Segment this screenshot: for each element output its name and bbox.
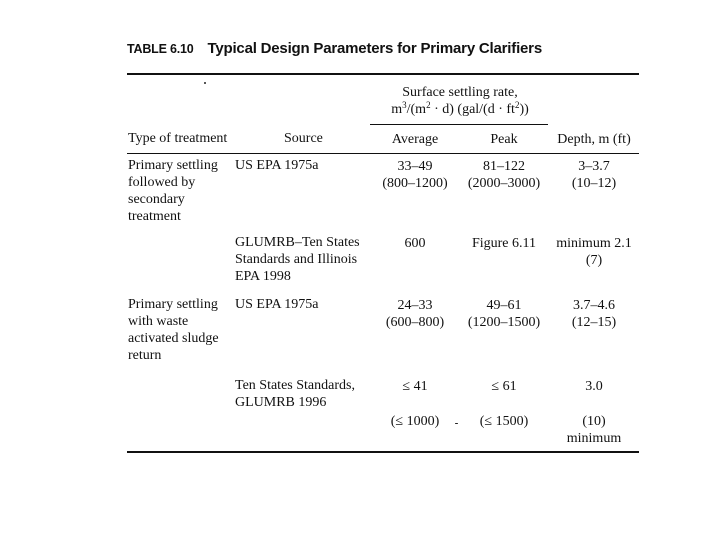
row-4-depth-si: 3.0 (585, 379, 603, 394)
row-1-average (370, 158, 460, 192)
row-1-peak-si: 81–122 (483, 159, 525, 174)
row-2-source-line3: EPA 1998 (235, 269, 291, 284)
bottom-rule (127, 451, 639, 453)
header-average: Average (391, 132, 439, 147)
unit-exp-3: 3 (402, 100, 407, 110)
row-3-average (370, 297, 460, 331)
table-title: Typical Design Parameters for Primary Clarifiers (207, 40, 542, 57)
unit-exp-2b: 2 (514, 100, 520, 110)
row-3-depth (550, 297, 638, 331)
row-4-average-si: ≤ 41 (402, 379, 428, 394)
row-3-peak (462, 297, 546, 331)
row-3-average-us: (600–800) (385, 315, 445, 330)
top-rule (127, 73, 639, 75)
header-type: Type of treatment (128, 131, 228, 146)
row-3-type (128, 296, 219, 364)
row-4-depth-us: (10) (582, 414, 606, 429)
row-4-source-line2: GLUMRB 1996 (235, 395, 327, 410)
row-2-source (235, 234, 360, 285)
row-4-depth (550, 413, 638, 447)
row-2-peak (462, 235, 546, 252)
row-3-depth-si: 3.7–4.6 (573, 298, 615, 313)
row-2-peak-ref: Figure 6.11 (471, 236, 537, 251)
unit-gal-per: · d) (gal/(d · ft (430, 102, 515, 117)
row-4-peak-us: (≤ 1500) (479, 414, 529, 429)
row-1-peak-us: (2000–3000) (467, 176, 541, 191)
row-3-depth-us: (12–15) (571, 315, 617, 330)
row-1-type-line1: Primary settling (128, 158, 218, 173)
unit-per-m: /(m (406, 102, 427, 117)
unit-close: )) (519, 102, 529, 117)
row-2-source-line1: GLUMRB–Ten States (235, 235, 360, 250)
row-4-average-us: (≤ 1000) (390, 414, 440, 429)
row-1-depth (550, 158, 638, 192)
row-1-depth-si: 3–3.7 (578, 159, 610, 174)
row-1-type-line4: treatment (128, 209, 181, 224)
row-3-peak-si: 49–61 (486, 298, 522, 313)
row-4-depth-note: minimum (566, 431, 622, 446)
unit-m: m (391, 102, 403, 117)
row-3-type-line1: Primary settling (128, 297, 218, 312)
header-depth: Depth, m (ft) (557, 132, 631, 147)
row-4-source (235, 377, 355, 411)
row-3-type-line4: return (128, 348, 162, 363)
header-rule (127, 153, 639, 154)
header-peak: Peak (490, 132, 518, 147)
unit-exp-2a: 2 (426, 100, 431, 110)
row-3-source-line1: US EPA 1975a (235, 297, 319, 312)
group-header (360, 84, 560, 118)
row-1-peak (462, 158, 546, 192)
table-label: TABLE 6.10 (127, 42, 194, 56)
row-1-average-si: 33–49 (397, 159, 433, 174)
row-1-source-line1: US EPA 1975a (235, 158, 319, 173)
table-caption (127, 40, 542, 57)
group-header-rule (370, 124, 548, 125)
group-header-line2 (360, 101, 560, 118)
row-1-type (128, 157, 218, 225)
row-2-average (370, 235, 460, 252)
row-1-average-us: (800–1200) (382, 176, 448, 191)
row-2-source-line2: Standards and Illinois (235, 252, 358, 267)
row-2-depth-us: (7) (585, 253, 603, 268)
row-2-depth (550, 235, 638, 269)
row-1-source (235, 157, 319, 174)
row-2-average-si: 600 (404, 236, 426, 251)
row-2-depth-si: minimum 2.1 (556, 236, 632, 251)
row-4-source-line1: Ten States Standards, (235, 378, 355, 393)
row-4-peak-si: ≤ 61 (491, 379, 517, 394)
scan-speck (455, 423, 458, 424)
row-3-source (235, 296, 319, 313)
row-3-peak-us: (1200–1500) (467, 315, 541, 330)
group-header-line1: Surface settling rate, (402, 85, 518, 100)
row-1-depth-us: (10–12) (571, 176, 617, 191)
row-3-average-si: 24–33 (397, 298, 433, 313)
row-3-type-line2: with waste (128, 314, 189, 329)
scan-speck (204, 82, 206, 84)
row-1-type-line3: secondary (128, 192, 185, 207)
row-3-type-line3: activated sludge (128, 331, 219, 346)
header-source: Source (284, 131, 323, 146)
row-1-type-line2: followed by (128, 175, 196, 190)
